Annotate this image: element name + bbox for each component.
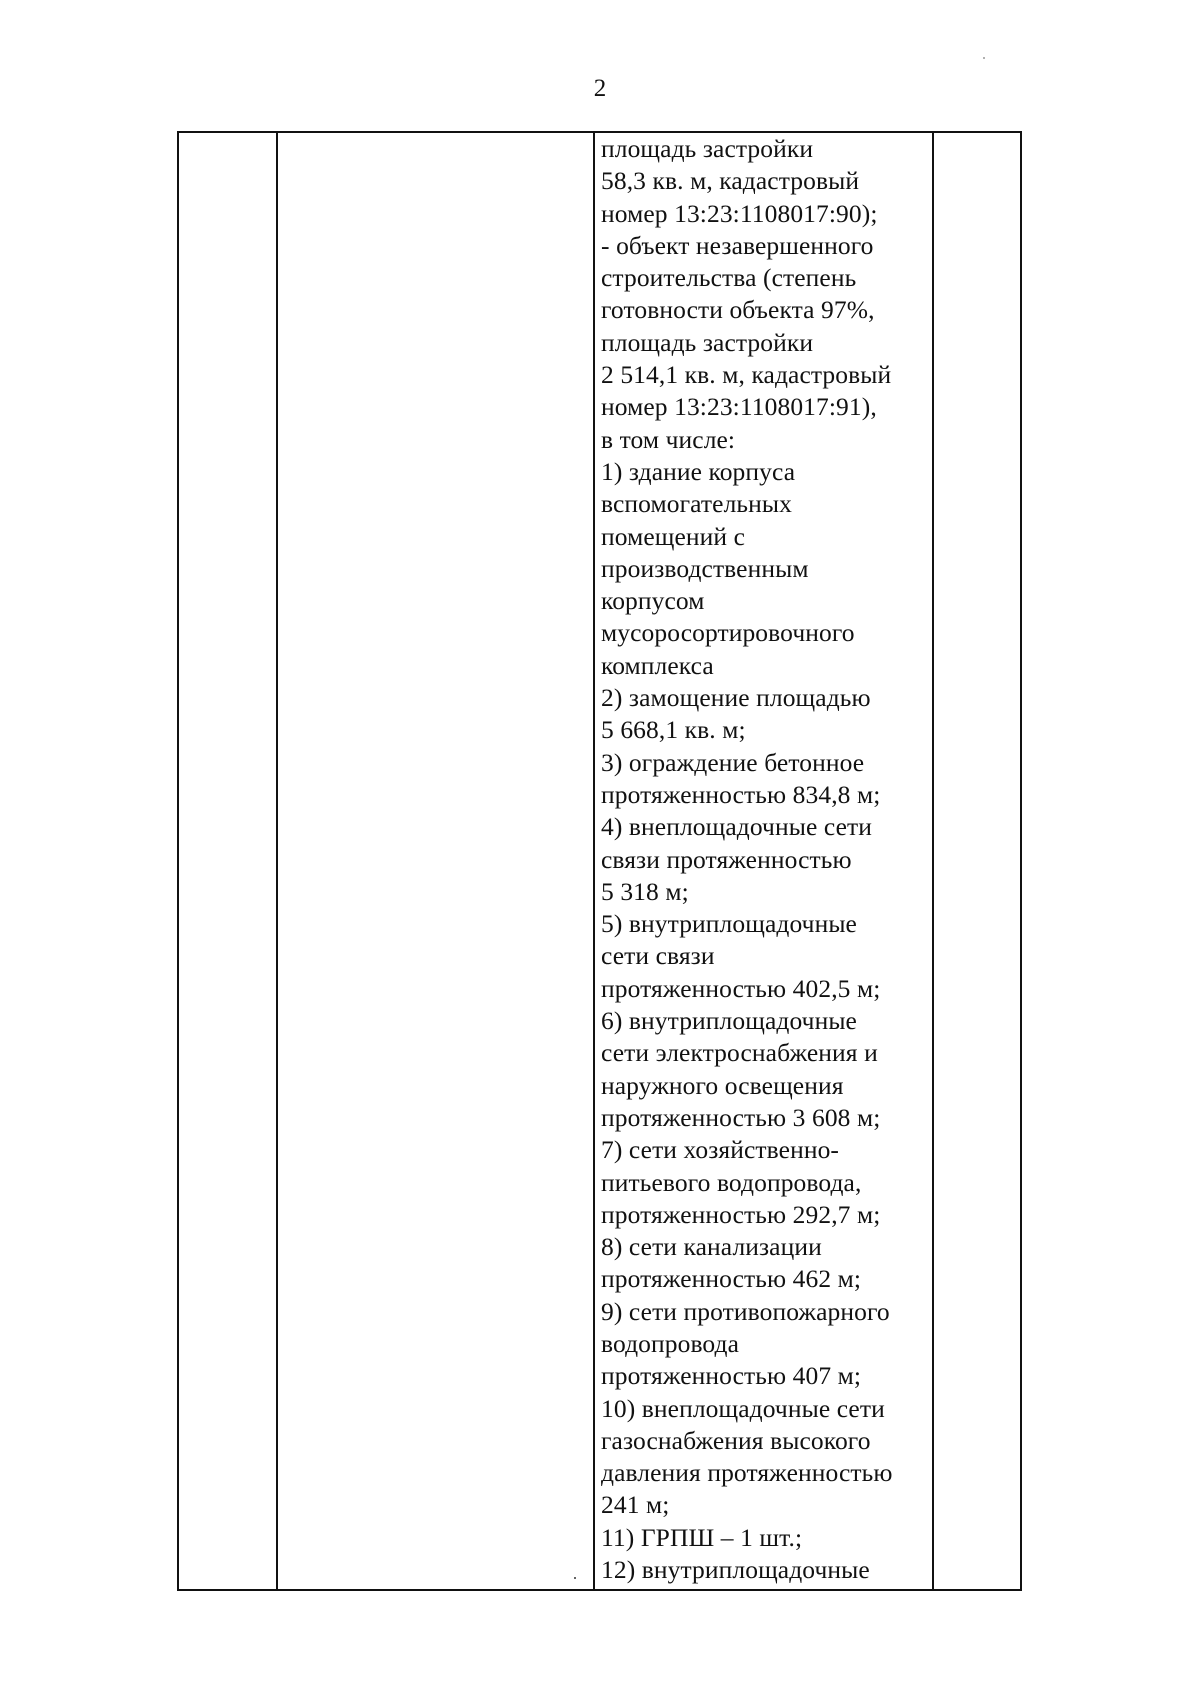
text-line: протяженностью 3 608 м;: [601, 1102, 881, 1132]
column-divider: [593, 133, 595, 1589]
text-line: 6) внутриплощадочные: [601, 1006, 857, 1036]
text-line: 12) внутриплощадочные: [601, 1555, 870, 1585]
text-line: водопровода: [601, 1328, 740, 1358]
text-line: 5 668,1 кв. м;: [601, 715, 746, 745]
text-line: 5) внутриплощадочные: [601, 909, 857, 939]
text-line: давления протяженностью: [601, 1458, 893, 1488]
column-divider: [276, 133, 278, 1589]
text-line: помещений с: [601, 521, 746, 551]
text-line: протяженностью 402,5 м;: [601, 973, 881, 1003]
text-line: 4) внеплощадочные сети: [601, 812, 872, 842]
text-line: питьевого водопровода,: [601, 1167, 862, 1197]
text-line: мусоросортировочного: [601, 618, 855, 648]
text-line: 2) замощение площадью: [601, 683, 871, 713]
text-line: наружного освещения: [601, 1070, 844, 1100]
text-line: номер 13:23:1108017:91),: [601, 392, 877, 422]
text-line: 11) ГРПШ – 1 шт.;: [601, 1522, 803, 1552]
text-line: 3) ограждение бетонное: [601, 747, 865, 777]
text-line: протяженностью 834,8 м;: [601, 779, 881, 809]
text-line: готовности объекта 97%,: [601, 295, 875, 325]
text-line: строительства (степень: [601, 263, 857, 293]
column-divider: [932, 133, 934, 1589]
description-cell: [601, 133, 931, 1586]
text-line: 241 м;: [601, 1490, 670, 1520]
scan-artifact: [574, 1577, 576, 1579]
text-line: 5 318 м;: [601, 876, 689, 906]
text-line: сети электроснабжения и: [601, 1038, 878, 1068]
page-number: 2: [593, 75, 607, 102]
text-line: протяженностью 462 м;: [601, 1264, 862, 1294]
text-line: протяженностью 407 м;: [601, 1361, 862, 1391]
text-line: в том числе:: [601, 424, 736, 454]
text-line: номер 13:23:1108017:90);: [601, 198, 878, 228]
text-line: 2 514,1 кв. м, кадастровый: [601, 360, 892, 390]
text-line: 10) внеплощадочные сети: [601, 1393, 885, 1423]
text-line: протяженностью 292,7 м;: [601, 1199, 881, 1229]
scan-artifact: [983, 57, 985, 59]
text-line: сети связи: [601, 941, 715, 971]
text-line: корпусом: [601, 586, 705, 616]
text-line: 8) сети канализации: [601, 1232, 822, 1262]
text-line: - объект незавершенного: [601, 230, 874, 260]
text-line: производственным: [601, 553, 809, 583]
text-line: 9) сети противопожарного: [601, 1296, 890, 1326]
text-line: площадь застройки: [601, 134, 814, 163]
text-line: 7) сети хозяйственно-: [601, 1135, 840, 1165]
text-line: 58,3 кв. м, кадастровый: [601, 166, 860, 196]
document-table: [177, 131, 1022, 1591]
text-line: площадь застройки: [601, 327, 814, 357]
text-line: вспомогательных: [601, 489, 792, 519]
text-line: комплекса: [601, 650, 714, 680]
text-line: 1) здание корпуса: [601, 456, 796, 486]
text-line: газоснабжения высокого: [601, 1425, 871, 1455]
text-line: связи протяженностью: [601, 844, 852, 874]
